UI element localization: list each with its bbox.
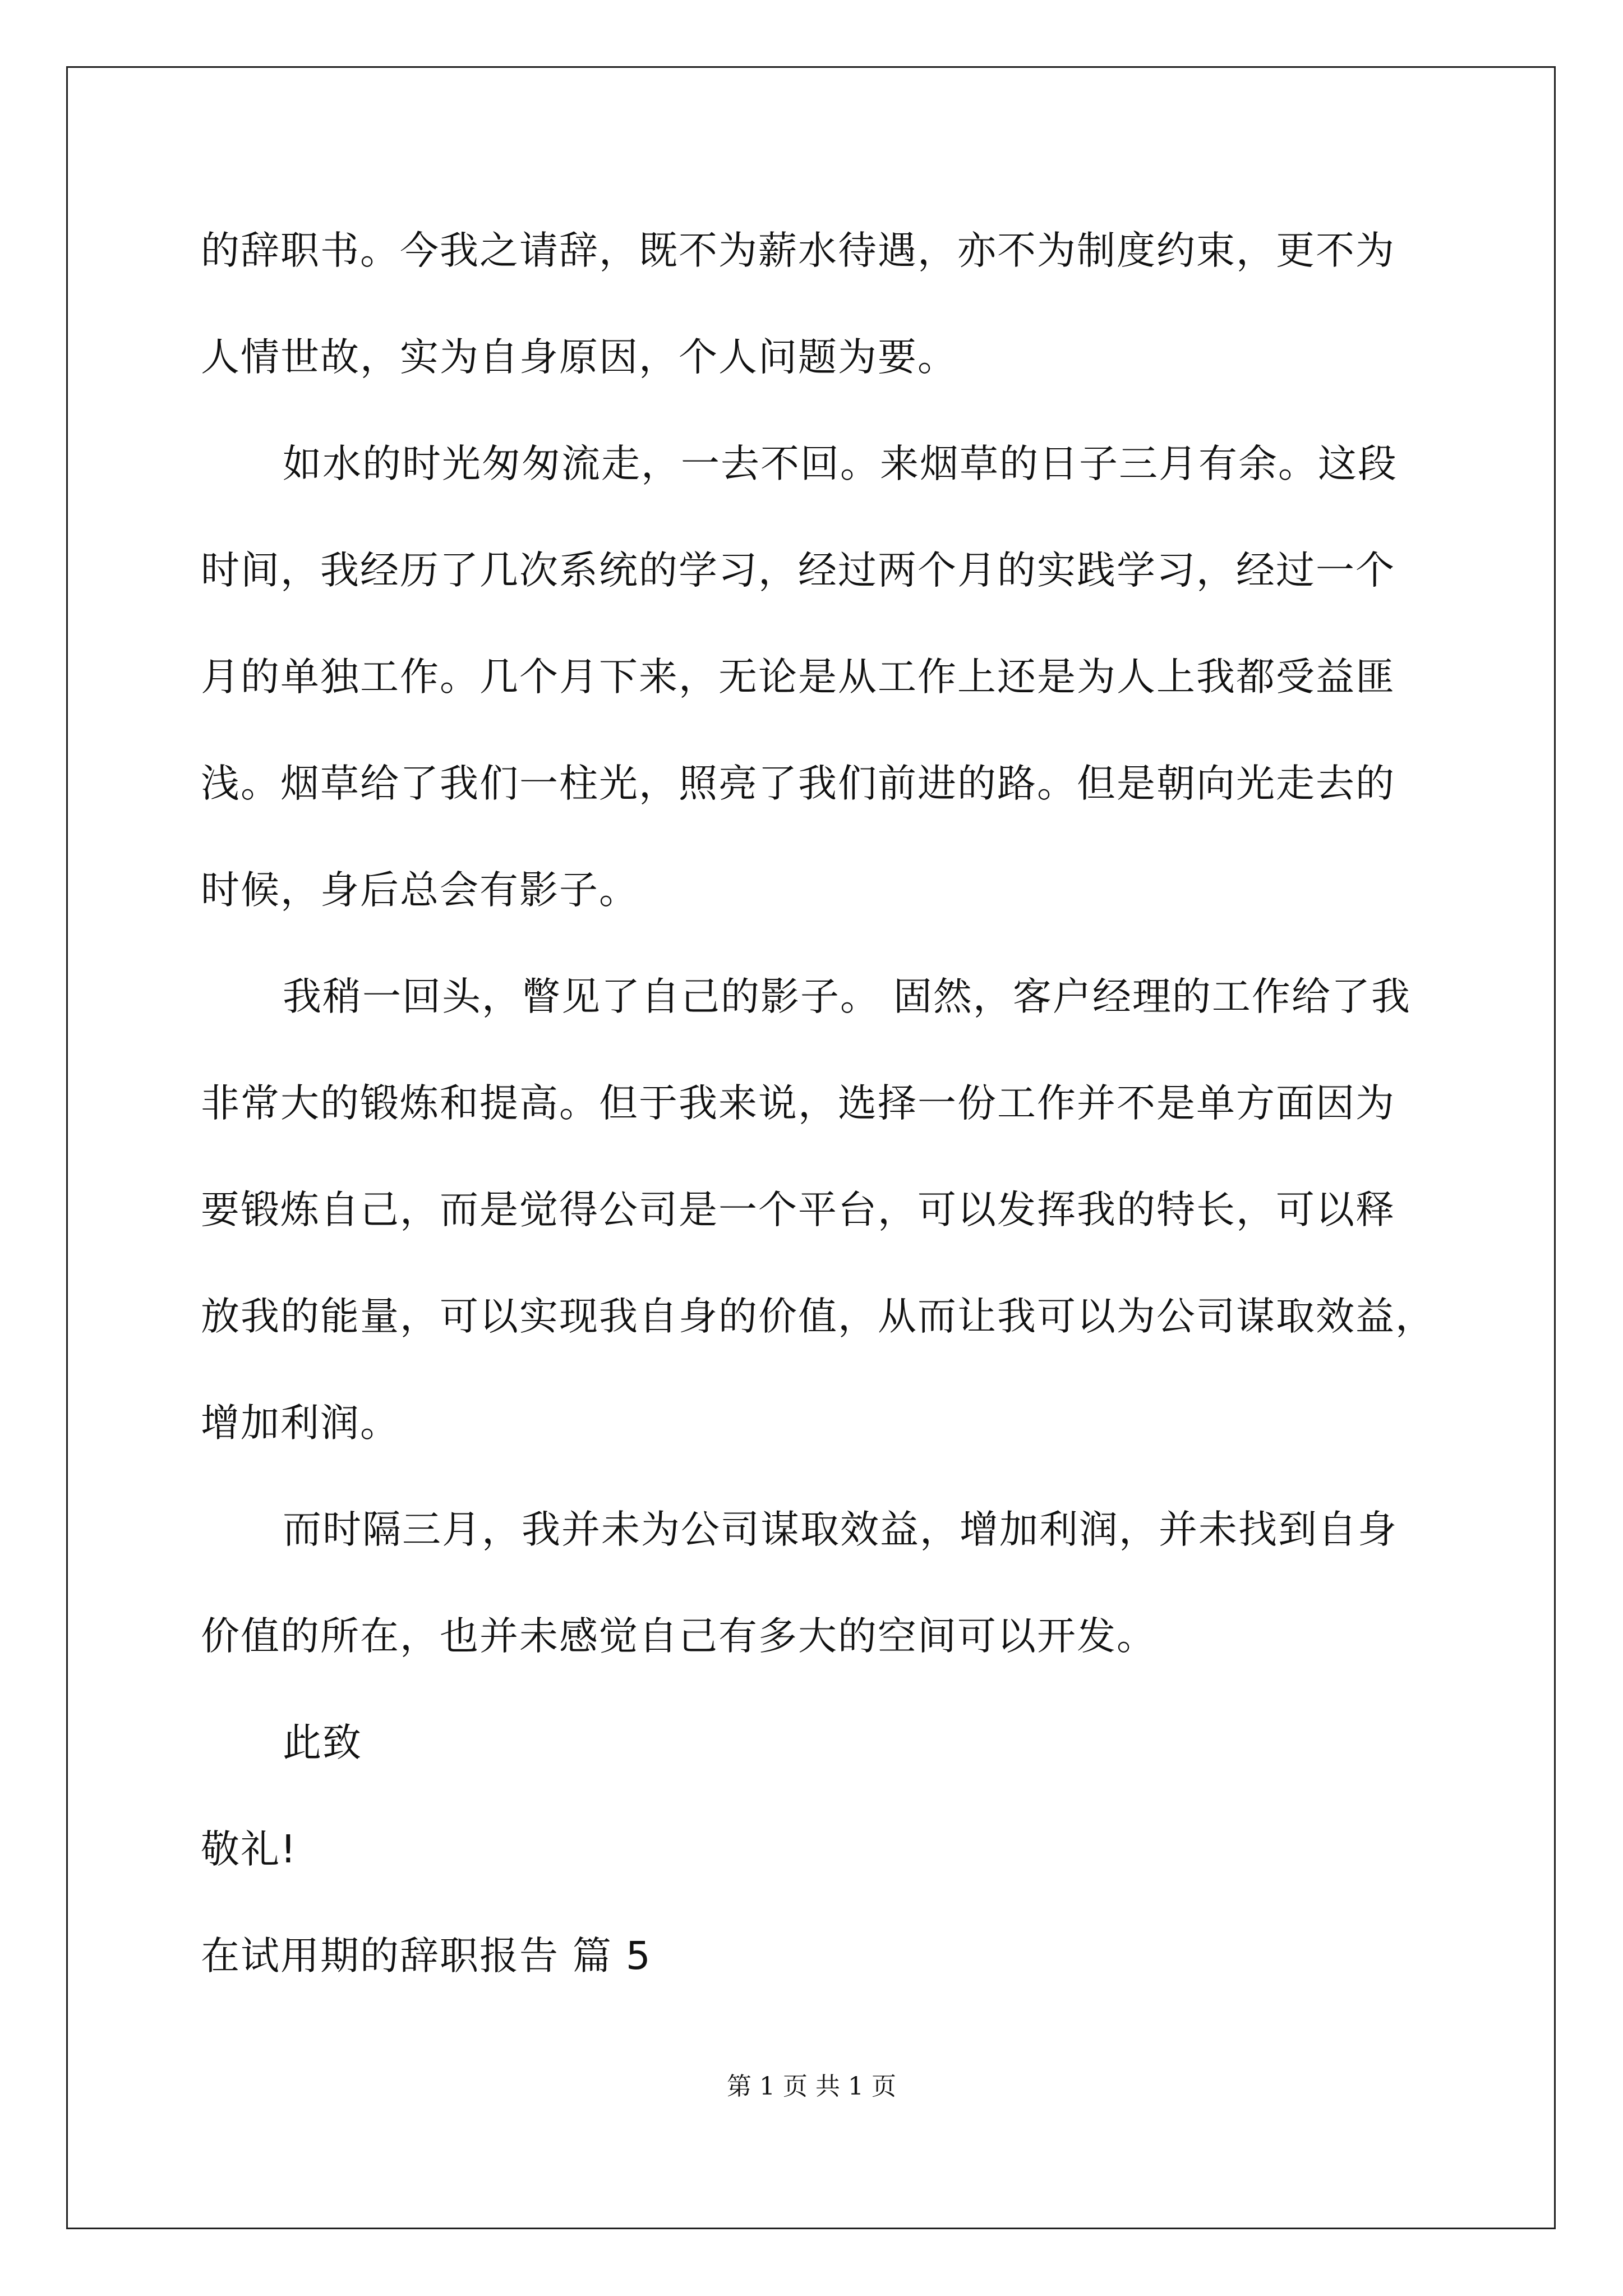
closing-salutation: 此致: [283, 1720, 362, 1765]
body-line: 浅。烟草给了我们一柱光，照亮了我们前进的路。但是朝向光走去的: [201, 761, 1395, 806]
body-line: 增加利润。: [201, 1401, 400, 1446]
body-line: 人情世故，实为自身原因，个人问题为要。: [201, 335, 957, 380]
closing-regards: 敬礼!: [201, 1827, 297, 1872]
body-line: 月的单独工作。几个月下来，无论是从工作上还是为人上我都受益匪: [201, 655, 1395, 700]
paragraph-start-line: 而时隔三月，我并未为公司谋取效益，增加利润，并未找到自身: [283, 1507, 1398, 1552]
body-line: 非常大的锻炼和提高。但于我来说，选择一份工作并不是单方面因为: [201, 1081, 1395, 1126]
document-body: [201, 197, 1468, 2009]
body-line: 价值的所在，也并未感觉自己有多大的空间可以开发。: [201, 1614, 1156, 1659]
paragraph-start-line: 如水的时光匆匆流走，一去不回。来烟草的日子三月有余。这段: [283, 441, 1398, 486]
body-line: 时间，我经历了几次系统的学习，经过两个月的实践学习，经过一个: [201, 548, 1395, 593]
page-footer: 第 1 页 共 1 页: [727, 2072, 896, 2101]
body-line: 要锻炼自己，而是觉得公司是一个平台，可以发挥我的特长，可以释: [201, 1188, 1395, 1232]
body-line: 放我的能量，可以实现我自身的价值，从而让我可以为公司谋取效益，: [201, 1294, 1435, 1339]
paragraph-start-line: 我稍一回头，瞥见了自己的影子。 固然，客户经理的工作给了我: [283, 974, 1411, 1019]
body-line: 的辞职书。今我之请辞，既不为薪水待遇，亦不为制度约束，更不为: [201, 228, 1395, 273]
section-heading: 在试用期的辞职报告 篇 5: [201, 1934, 652, 1978]
body-line: 时候，身后总会有影子。: [201, 868, 639, 913]
